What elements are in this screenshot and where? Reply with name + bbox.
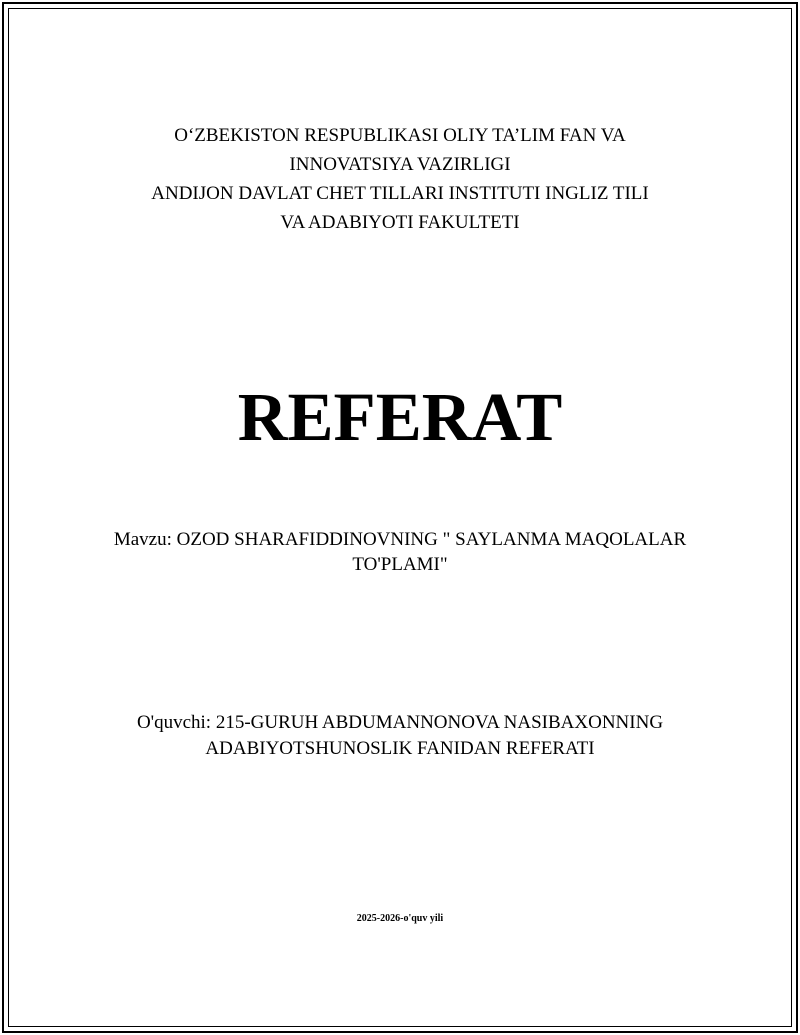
- institute-header-line: VA ADABIYOTI FAKULTETI: [280, 212, 520, 233]
- ministry-header-line: INNOVATSIYA VAZIRLIGI: [289, 154, 511, 175]
- topic-line: TO'PLAMI": [352, 554, 448, 575]
- student-section: [0, 710, 800, 762]
- student-line: O'quvchi: 215-GURUH ABDUMANNONOVA NASIBAXONNING: [136, 712, 664, 733]
- topic-section: [0, 527, 800, 577]
- academic-year: 2025-2026-o'quv yili: [356, 913, 444, 924]
- document-title: REFERAT: [237, 379, 563, 455]
- ministry-header: [0, 121, 800, 237]
- institute-header-line: ANDIJON DAVLAT CHET TILLARI INSTITUTI INGLIZ TILI: [151, 183, 649, 204]
- topic-line: Mavzu: OZOD SHARAFIDDINOVNING " SAYLANMA MAQOLALAR: [113, 529, 687, 550]
- student-line: ADABIYOTSHUNOSLIK FANIDAN REFERATI: [205, 738, 595, 759]
- ministry-header-line: O‘ZBEKISTON RESPUBLIKASI OLIY TA’LIM FAN VA: [174, 125, 626, 146]
